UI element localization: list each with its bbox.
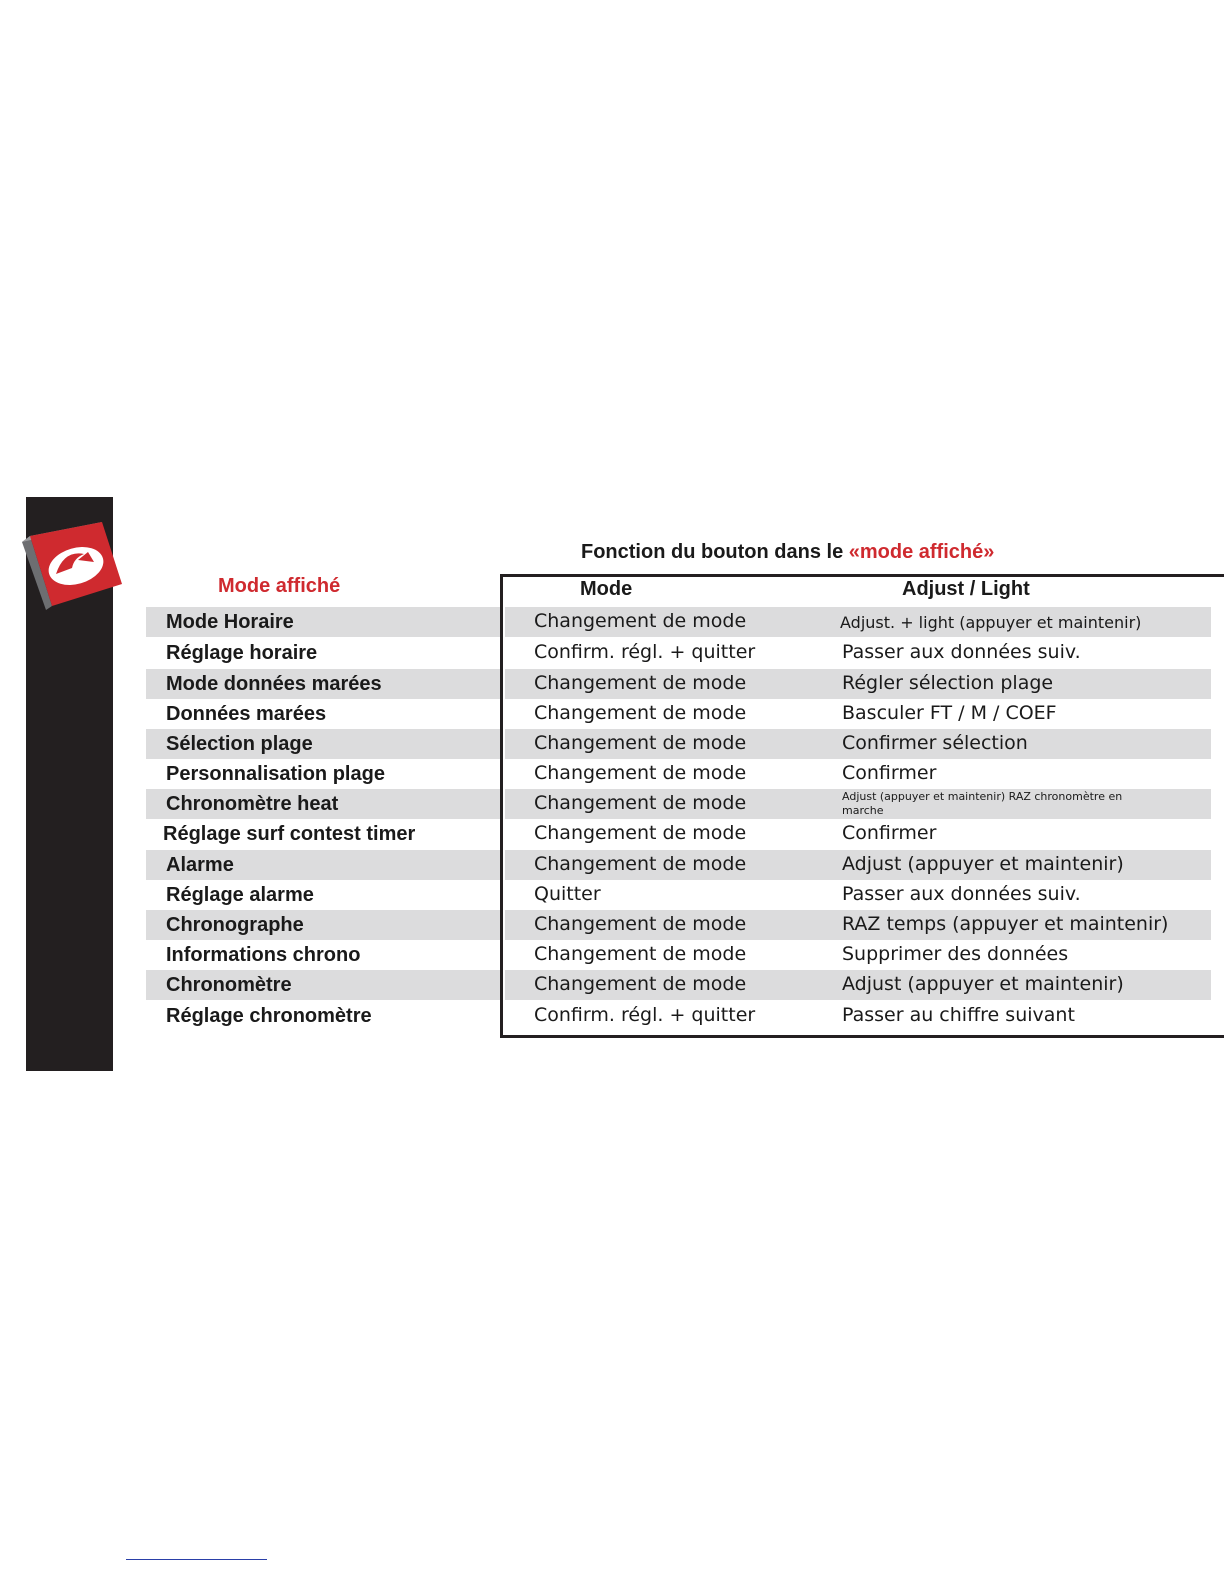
table-row [146, 699, 1211, 729]
row-adjust-function: Basculer FT / M / COEF [842, 702, 1057, 724]
column-gap [500, 638, 505, 668]
row-mode-function: Changement de mode [534, 913, 747, 935]
row-mode-function: Changement de mode [534, 610, 747, 632]
row-adjust-function: Passer aux données suiv. [842, 641, 1081, 663]
table-heading [581, 541, 994, 564]
column-gap [500, 789, 505, 819]
heading-prefix: Fonction du bouton dans le [581, 541, 849, 563]
adjust-light-column-header: Adjust / Light [902, 578, 1030, 600]
row-adjust-function: Passer aux données suiv. [842, 883, 1081, 905]
table-row [146, 1001, 1211, 1031]
column-gap [500, 880, 505, 910]
column-gap [500, 729, 505, 759]
heading-accent: «mode affiché» [848, 541, 995, 563]
row-mode-function: Changement de mode [534, 762, 747, 784]
row-adjust-function: Adjust (appuyer et maintenir) [842, 973, 1124, 995]
row-mode-name: Réglage alarme [166, 884, 314, 906]
row-mode-function: Confirm. régl. + quitter [534, 641, 756, 663]
row-adjust-function: Adjust. + light (appuyer et maintenir) [840, 613, 1142, 632]
row-mode-name: Données marées [166, 703, 327, 725]
row-adjust-function: Adjust (appuyer et maintenir) RAZ chronomètre en marche [842, 790, 1123, 817]
table-row [146, 669, 1211, 699]
column-gap [500, 910, 505, 940]
row-mode-function: Quitter [534, 883, 601, 905]
table-row [146, 789, 1211, 819]
row-adjust-function: Confirmer sélection [842, 732, 1028, 754]
row-mode-function: Changement de mode [534, 822, 747, 844]
column-gap [500, 759, 505, 789]
row-mode-name: Alarme [166, 854, 234, 876]
row-mode-name: Sélection plage [166, 733, 313, 755]
column-gap [500, 669, 505, 699]
table-row [146, 940, 1211, 970]
column-gap [500, 940, 505, 970]
row-mode-name: Chronographe [166, 914, 304, 936]
row-adjust-function: Confirmer [842, 822, 937, 844]
row-mode-function: Changement de mode [534, 853, 747, 875]
column-gap [500, 1001, 505, 1031]
table-row [146, 607, 1211, 637]
displayed-mode-title: Mode affiché [218, 575, 341, 597]
row-mode-name: Réglage chronomètre [166, 1005, 372, 1027]
table-row [146, 729, 1211, 759]
column-gap [500, 607, 505, 637]
footer-rule [126, 1559, 267, 1560]
row-mode-name: Mode Horaire [166, 611, 294, 633]
row-mode-name: Chronomètre [166, 974, 292, 996]
row-mode-function: Changement de mode [534, 702, 747, 724]
table-row [146, 759, 1211, 789]
row-adjust-function: Adjust (appuyer et maintenir) [842, 853, 1124, 875]
column-gap [500, 819, 505, 849]
table-row [146, 638, 1211, 668]
row-mode-name: Mode données marées [166, 673, 382, 695]
row-mode-function: Changement de mode [534, 792, 747, 814]
row-mode-name: Réglage horaire [166, 642, 318, 664]
row-mode-function: Changement de mode [534, 943, 747, 965]
row-mode-name: Réglage surf contest timer [163, 823, 416, 845]
table-row [146, 850, 1211, 880]
row-mode-function: Changement de mode [534, 732, 747, 754]
mode-column-header: Mode [580, 578, 633, 600]
column-gap [500, 699, 505, 729]
row-adjust-function: Passer au chiffre suivant [842, 1004, 1075, 1026]
row-mode-function: Changement de mode [534, 973, 747, 995]
row-mode-name: Chronomètre heat [166, 793, 339, 815]
row-adjust-function: Supprimer des données [842, 943, 1069, 965]
table-row [146, 970, 1211, 1000]
table-row [146, 910, 1211, 940]
row-adjust-function: RAZ temps (appuyer et maintenir) [842, 913, 1169, 935]
row-mode-function: Confirm. régl. + quitter [534, 1004, 756, 1026]
table-row [146, 819, 1211, 849]
column-gap [500, 970, 505, 1000]
column-gap [500, 850, 505, 880]
table-row [146, 880, 1211, 910]
quiksilver-logo-icon [18, 520, 128, 612]
row-mode-name: Personnalisation plage [166, 763, 385, 785]
row-adjust-function: Régler sélection plage [842, 672, 1054, 694]
row-mode-function: Changement de mode [534, 672, 747, 694]
row-mode-name: Informations chrono [166, 944, 361, 966]
row-adjust-function: Confirmer [842, 762, 937, 784]
